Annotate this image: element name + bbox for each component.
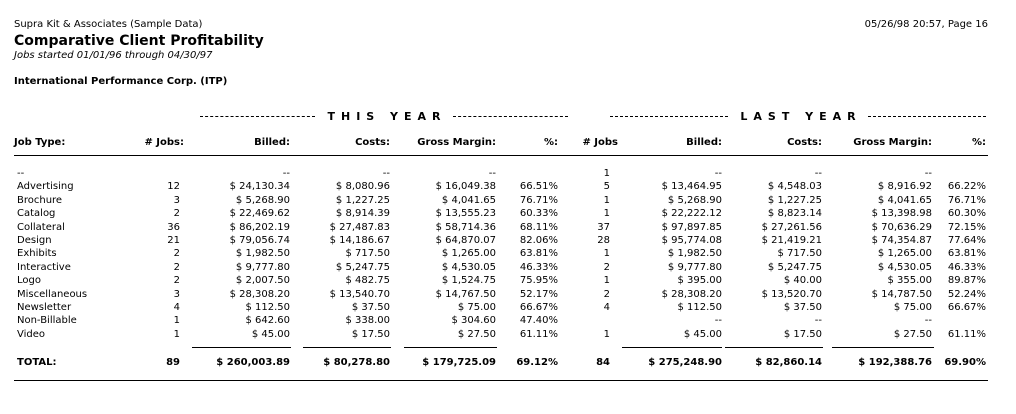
cell-ly-billed: $ 95,774.08 [661,235,722,246]
cell-ly-billed: $ 22,222.12 [661,208,722,220]
total-ty-percent: 69.12% [516,357,558,368]
cell-ly-costs: $ 1,227.25 [767,194,822,206]
cell-ly-costs: $ 21,419.21 [761,235,822,246]
cell-ty-costs: -- [382,168,390,179]
cell-ty-gross-margin: $ 4,041.65 [441,194,496,206]
cell-ty-billed: $ 5,268.90 [235,194,290,206]
cell-job-type: Brochure [17,194,63,206]
cell-ty-jobs: 3 [173,288,180,300]
cell-ly-billed: $ 112.50 [677,302,722,313]
company-name: Supra Kit & Associates (Sample Data) [14,19,203,30]
cell-ly-percent: 66.22% [947,181,986,193]
total-ly-gross-margin: $ 192,388.76 [858,357,932,368]
cell-ty-billed: $ 22,469.62 [229,208,290,220]
cell-ty-gross-margin: $ 14,767.50 [435,288,496,300]
total-ty-billed: $ 260,003.89 [216,357,290,368]
cell-ly-percent: 52.24% [947,288,986,300]
cell-ty-percent: 46.33% [519,261,558,273]
cell-ty-costs: $ 717.50 [345,248,390,260]
this-year-label: THIS YEAR [327,109,447,123]
divider [868,116,986,117]
cell-ty-jobs: 2 [173,208,180,220]
cell-ty-percent: 82.06% [519,235,558,246]
cell-ly-gross-margin: $ 8,916.92 [877,181,932,193]
cell-ty-percent: 68.11% [519,221,558,233]
cell-job-type: Interactive [17,261,71,273]
cell-ly-jobs: 1 [603,168,610,179]
header-ty-costs: Costs: [355,137,390,148]
cell-ly-costs: $ 4,548.03 [767,181,822,193]
cell-ty-percent: 66.67% [519,302,558,313]
cell-ty-jobs: 2 [173,261,180,273]
cell-ly-billed: $ 5,268.90 [667,194,722,206]
cell-ty-costs: $ 8,914.39 [335,208,390,220]
cell-ty-costs: $ 13,540.70 [329,288,390,300]
cell-ty-jobs: 12 [167,181,180,193]
cell-ty-jobs: 1 [173,315,180,327]
header-job-type: Job Type: [14,137,66,148]
subtotal-rule [404,347,497,348]
divider [610,116,728,117]
cell-ty-costs: $ 338.00 [345,315,390,327]
cell-ty-costs: $ 1,227.25 [335,194,390,206]
cell-ly-jobs: 1 [603,194,610,206]
total-ty-costs: $ 80,278.80 [323,357,390,368]
cell-ly-billed: $ 1,982.50 [667,248,722,260]
cell-ty-jobs: 21 [167,235,180,246]
cell-ly-percent: 46.33% [947,261,986,273]
cell-ly-costs: $ 5,247.75 [767,261,822,273]
last-year-section-header [610,107,986,125]
cell-ty-billed: $ 642.60 [245,315,290,327]
subtotal-rule [622,347,722,348]
total-ty-jobs: 89 [166,357,180,368]
header-ty-gross: Gross Margin: [417,137,496,148]
cell-ly-gross-margin: -- [924,168,932,179]
cell-ly-costs: $ 37.50 [783,302,822,313]
cell-ty-billed: $ 86,202.19 [229,221,290,233]
header-ly-gross: Gross Margin: [853,137,932,148]
cell-ty-gross-margin: $ 75.00 [457,302,496,313]
cell-ly-billed: $ 97,897.85 [661,221,722,233]
cell-ly-jobs: 1 [603,248,610,260]
cell-ly-percent: 60.30% [947,208,986,220]
cell-ly-jobs: 2 [603,261,610,273]
cell-ty-percent: 76.71% [519,194,558,206]
cell-ty-billed: $ 24,130.34 [229,181,290,193]
cell-ly-costs: $ 8,823.14 [767,208,822,220]
footer-rule [14,380,988,381]
header-ly-jobs: # Jobs [582,137,618,148]
cell-job-type: Miscellaneous [17,288,88,300]
cell-ty-gross-margin: $ 58,714.36 [435,221,496,233]
cell-ly-billed: $ 45.00 [683,328,722,340]
cell-job-type: Advertising [17,181,74,193]
header-rule [14,155,988,156]
cell-ly-gross-margin: $ 75.00 [893,302,932,313]
divider [200,116,315,117]
cell-job-type: -- [17,168,25,179]
last-year-label: LAST YEAR [740,109,862,123]
total-ly-jobs: 84 [596,357,610,368]
cell-ly-billed: $ 395.00 [677,275,722,287]
cell-job-type: Catalog [17,208,56,220]
cell-ty-percent: 47.40% [519,315,558,327]
cell-ty-gross-margin: $ 1,524.75 [441,275,496,287]
total-ly-percent: 69.90% [944,357,986,368]
cell-ty-percent: 60.33% [519,208,558,220]
cell-ty-billed: -- [282,168,290,179]
cell-ly-jobs: 5 [603,181,610,193]
header-ty-pct: %: [543,137,558,148]
subtotal-rule [192,347,291,348]
cell-ly-costs: $ 40.00 [783,275,822,287]
cell-ty-billed: $ 112.50 [245,302,290,313]
cell-ty-jobs: 1 [173,328,180,340]
cell-ty-jobs: 2 [173,248,180,260]
cell-ty-costs: $ 37.50 [351,302,390,313]
cell-ly-gross-margin: $ 13,398.98 [871,208,932,220]
cell-ly-gross-margin: $ 4,041.65 [877,194,932,206]
cell-ly-costs: $ 717.50 [777,248,822,260]
cell-ly-percent: 66.67% [947,302,986,313]
cell-ly-percent: 63.81% [947,248,986,260]
cell-ly-costs: $ 17.50 [783,328,822,340]
cell-ty-percent: 63.81% [519,248,558,260]
cell-ly-billed: $ 28,308.20 [661,288,722,300]
subtotal-rule [725,347,823,348]
cell-ly-jobs: 2 [603,288,610,300]
header-ty-jobs: # Jobs: [144,137,184,148]
cell-ly-costs: $ 13,520.70 [761,288,822,300]
cell-ly-jobs: 28 [597,235,610,246]
cell-ty-billed: $ 28,308.20 [229,288,290,300]
cell-ly-percent: 89.87% [947,275,986,287]
report-timestamp: 05/26/98 20:57, Page 16 [864,19,988,30]
cell-job-type: Non-Billable [17,315,77,327]
cell-ly-gross-margin: -- [924,315,932,327]
cell-ty-costs: $ 27,487.83 [329,221,390,233]
cell-ly-billed: -- [714,168,722,179]
cell-ly-gross-margin: $ 70,636.29 [871,221,932,233]
cell-ty-costs: $ 5,247.75 [335,261,390,273]
cell-ty-gross-margin: $ 16,049.38 [435,181,496,193]
cell-job-type: Video [17,328,46,340]
cell-ty-billed: $ 9,777.80 [235,261,290,273]
cell-ty-gross-margin: $ 13,555.23 [435,208,496,220]
cell-ly-gross-margin: $ 355.00 [887,275,932,287]
cell-ly-gross-margin: $ 14,787.50 [871,288,932,300]
cell-ty-jobs: 3 [173,194,180,206]
cell-ty-percent: 66.51% [519,181,558,193]
report-subtitle: Jobs started 01/01/96 through 04/30/97 [14,50,213,61]
cell-job-type: Newsletter [17,302,72,313]
cell-ty-billed: $ 2,007.50 [235,275,290,287]
cell-ty-jobs: 36 [167,221,180,233]
cell-ly-gross-margin: $ 27.50 [893,328,932,340]
cell-ty-costs: $ 482.75 [345,275,390,287]
cell-ly-jobs: 1 [603,275,610,287]
cell-job-type: Collateral [17,221,65,233]
header-ly-costs: Costs: [787,137,822,148]
cell-ty-percent: 61.11% [519,328,558,340]
cell-ty-costs: $ 17.50 [351,328,390,340]
cell-job-type: Exhibits [17,248,57,260]
cell-ty-jobs: 2 [173,275,180,287]
cell-ly-jobs: 1 [603,208,610,220]
cell-ly-percent: 61.11% [947,328,986,340]
this-year-section-header [200,107,568,125]
cell-ty-gross-margin: -- [488,168,496,179]
cell-ly-jobs: 4 [603,302,610,313]
cell-ly-gross-margin: $ 1,265.00 [877,248,932,260]
cell-ty-gross-margin: $ 4,530.05 [441,261,496,273]
cell-ly-costs: $ 27,261.56 [761,221,822,233]
total-ly-costs: $ 82,860.14 [755,357,822,368]
cell-ty-gross-margin: $ 1,265.00 [441,248,496,260]
page-title: Comparative Client Profitability [14,33,264,49]
cell-ty-billed: $ 79,056.74 [229,235,290,246]
subtotal-rule [832,347,934,348]
cell-ty-costs: $ 14,186.67 [329,235,390,246]
cell-ly-percent: 76.71% [947,194,986,206]
divider [453,116,568,117]
subtotal-rule [303,347,391,348]
cell-ly-jobs: 1 [603,328,610,340]
cell-ly-billed: $ 13,464.95 [661,181,722,193]
cell-ly-gross-margin: $ 4,530.05 [877,261,932,273]
header-ty-billed: Billed: [254,137,290,148]
cell-ty-gross-margin: $ 64,870.07 [435,235,496,246]
cell-job-type: Design [17,235,52,246]
header-ly-billed: Billed: [686,137,722,148]
cell-ty-percent: 75.95% [519,275,558,287]
client-name: International Performance Corp. (ITP) [14,76,228,87]
cell-ty-billed: $ 1,982.50 [235,248,290,260]
cell-job-type: Logo [17,275,41,287]
total-job-type: TOTAL: [17,357,57,368]
cell-ly-jobs: 37 [597,221,610,233]
cell-ly-gross-margin: $ 74,354.87 [871,235,932,246]
cell-ly-percent: 72.15% [947,221,986,233]
cell-ty-gross-margin: $ 27.50 [457,328,496,340]
total-ly-billed: $ 275,248.90 [648,357,722,368]
header-ly-pct: %: [971,137,986,148]
cell-ly-billed: -- [714,315,722,327]
cell-ly-percent: 77.64% [947,235,986,246]
cell-ty-costs: $ 8,080.96 [335,181,390,193]
cell-ty-jobs: 4 [173,302,180,313]
total-ty-gross-margin: $ 179,725.09 [422,357,496,368]
cell-ty-billed: $ 45.00 [251,328,290,340]
cell-ly-billed: $ 9,777.80 [667,261,722,273]
cell-ty-percent: 52.17% [519,288,558,300]
cell-ly-costs: -- [814,315,822,327]
cell-ly-costs: -- [814,168,822,179]
cell-ty-gross-margin: $ 304.60 [451,315,496,327]
